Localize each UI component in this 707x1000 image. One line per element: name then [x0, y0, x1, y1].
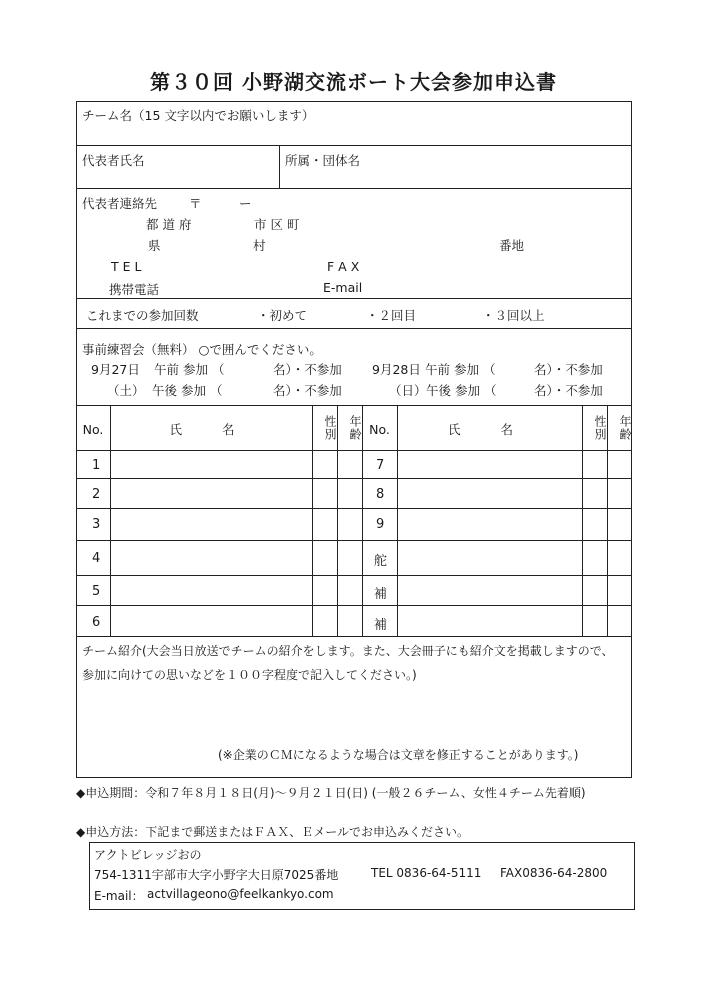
practice-day2-am-suffix[interactable]: 名）・不参加 [534, 362, 603, 377]
roster-no-reserve-1: 補 [374, 587, 388, 602]
practice-day1-weekday: （土） [107, 383, 145, 398]
roster-no-3: 3 [92, 517, 101, 532]
roster-header-sex-right: 性別 [593, 415, 607, 441]
city-bottom-label: 村 [253, 238, 266, 253]
practice-day2-am[interactable]: 午前 参加 （ [425, 362, 496, 377]
mobile-label: 携帯電話 [109, 282, 160, 297]
application-method: ◆申込方法：下記まで郵送またはＦＡＸ、Ｅメールでお申込みください。 [76, 825, 469, 839]
organization-field[interactable] [281, 168, 631, 187]
tel-label: T E L [111, 259, 142, 274]
roster-no-7: 7 [376, 458, 385, 473]
roster-header-name-right: 氏 名 [448, 422, 531, 437]
roster-no-4: 4 [92, 551, 101, 566]
practice-day2-pm[interactable]: 午後 参加 （ [426, 383, 497, 398]
roster-no-1: 1 [92, 458, 101, 473]
practice-day1-am[interactable]: 午前 参加 （ [154, 362, 225, 377]
practice-heading: 事前練習会（無料） ○で囲んでください。 [82, 342, 322, 357]
participation-option-first[interactable]: ・初めて [257, 308, 308, 323]
page-title: 第３０回 小野湖交流ボート大会参加申込書 [150, 70, 557, 94]
prefecture-top-label: 都 道 府 [146, 217, 192, 232]
practice-day2-pm-suffix[interactable]: 名）・不参加 [534, 383, 603, 398]
roster-header-age-right: 年齢 [618, 415, 632, 441]
roster-no-8: 8 [376, 487, 385, 502]
intro-line-2: 参加に向けての思いなどを１００字程度で記入してください。) [82, 668, 417, 682]
practice-day2-date: 9月28日 [372, 362, 421, 377]
banchi-label: 番地 [499, 238, 525, 253]
intro-line-1: チーム紹介(大会当日放送でチームの紹介をします。また、大会冊子にも紹介文を掲載しますので、 [82, 644, 614, 658]
address-email-label: E-mail： [94, 889, 144, 903]
roster-no-reserve-2: 補 [374, 618, 388, 633]
practice-day1-am-suffix[interactable]: 名）・不参加 [273, 362, 342, 377]
roster-header-no-left: No. [82, 422, 104, 437]
contact-label: 代表者連絡先 [82, 196, 158, 211]
roster-header-sex-left: 性別 [323, 415, 337, 441]
intro-note: (※企業のＣＭになるような場合は文章を修正することがあります。) [218, 748, 579, 762]
intro-text-area[interactable] [78, 688, 630, 740]
address-org: アクトビレッジおの [94, 848, 202, 862]
roster-no-coxswain: 舵 [374, 554, 388, 569]
practice-day1-pm[interactable]: 午後 参加 （ [152, 383, 223, 398]
address-fax: FAX0836-64-2800 [500, 866, 608, 880]
email-label: E-mail [323, 280, 363, 295]
city-top-label: 市 区 町 [254, 217, 300, 232]
practice-day2-weekday: （日） [389, 383, 427, 398]
roster-header-age-left: 年齢 [348, 415, 362, 441]
application-period: ◆申込期間：令和７年８月１８日(月)〜９月２１日(日) (一般２６チーム、女性４チーム先着順) [76, 786, 586, 800]
roster-no-2: 2 [92, 487, 101, 502]
team-name-label: チーム名（15 文字以内でお願いします） [82, 108, 315, 123]
organization-label: 所属・団体名 [285, 153, 361, 168]
prefecture-bottom-label: 県 [148, 238, 161, 253]
team-name-field[interactable] [77, 124, 631, 144]
representative-name-field[interactable] [77, 168, 277, 187]
practice-day1-date: 9月27日 [91, 362, 140, 377]
fax-label: F A X [327, 259, 360, 274]
roster-header-name-left: 氏 名 [169, 422, 253, 437]
participation-option-second[interactable]: ・２回目 [366, 308, 417, 323]
address-postal: 754-1311宇部市大字小野字大日原7025番地 [94, 868, 339, 882]
participation-option-third[interactable]: ・３回以上 [482, 308, 545, 323]
participation-label: これまでの参加回数 [86, 308, 199, 323]
postal-dash: ー [239, 196, 252, 211]
postal-mark: 〒 [189, 196, 202, 211]
roster-no-5: 5 [92, 584, 101, 599]
address-email[interactable]: actvillageono@feelkankyo.com [147, 887, 334, 901]
representative-name-label: 代表者氏名 [82, 153, 145, 168]
roster-no-6: 6 [92, 615, 101, 630]
practice-day1-pm-suffix[interactable]: 名）・不参加 [273, 383, 342, 398]
address-tel: TEL 0836-64-5111 [371, 866, 482, 880]
roster-header-no-right: No. [369, 422, 390, 437]
roster-no-9: 9 [376, 517, 385, 532]
